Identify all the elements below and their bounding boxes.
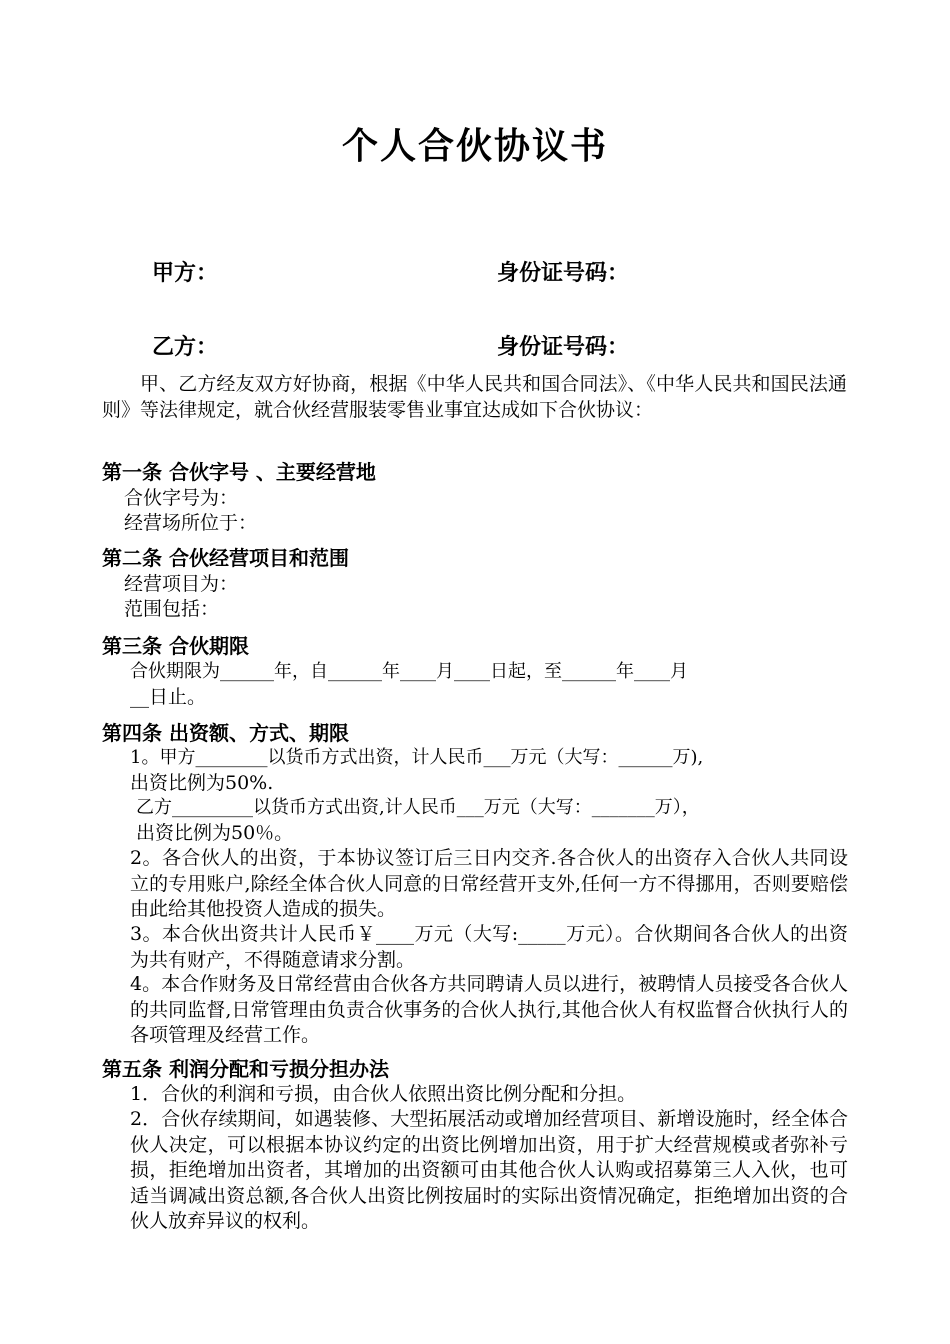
article-4-p2: 2。各合伙人的出资，于本协议签订后三日内交齐.各合伙人的出资存入合伙人共同设立的专用账户,除经全体合伙人同意的日常经营开支外,任何一方不得挪用，否则要赔偿由此给其他投资人造成的损失。 xyxy=(130,847,848,920)
article-3-heading: 第三条 合伙期限 xyxy=(102,634,249,658)
party-b-id-label: 身份证号码： xyxy=(497,335,630,360)
article-5-p2: 2．合伙存续期间，如遇装修、大型拓展活动或增加经营项目、新增设施时，经全体合伙人决定，可以根据本协议约定的出资比例增加出资，用于扩大经营规模或者弥补亏损，拒绝增加出资者，其增加的出资额可由其他合伙人认购或招募第三人入伙，也可适当调减出资总额,各合伙人出资比例按届时的实际出资情况确定，拒绝增加出资的合伙人放弃异议的权利。 xyxy=(130,1108,848,1232)
article-1-line-2: 经营场所位于： xyxy=(124,512,258,534)
article-4-p1-line-4: 出资比例为50％。 xyxy=(136,822,294,844)
article-4-heading: 第四条 出资额、方式、期限 xyxy=(102,721,349,745)
party-b-label: 乙方： xyxy=(152,335,219,360)
article-1-heading: 第一条 合伙字号 、主要经营地 xyxy=(102,460,376,484)
article-5-p1: 1．合伙的利润和亏损，由合伙人依照出资比例分配和分担。 xyxy=(130,1083,637,1105)
article-2-heading: 第二条 合伙经营项目和范围 xyxy=(102,546,349,570)
article-4-p1-line-2: 出资比例为50%. xyxy=(130,772,274,794)
article-4-p3: 3。本合伙出资共计人民币￥____万元（大写:_____万元）。合伙期间各合伙人的出资为共有财产，不得随意请求分割。 xyxy=(130,923,848,971)
article-4-p4: 4。本合作财务及日常经营由合伙各方共同聘请人员以进行，被聘情人员接受各合伙人的共同监督,日常管理由负责合伙事务的合伙人执行,其他合伙人有权监督合伙执行人的各项管理及经营工作。 xyxy=(130,973,848,1046)
party-a-id-label: 身份证号码： xyxy=(497,261,630,286)
article-2-line-1: 经营项目为： xyxy=(124,573,239,595)
article-4-p1-line-1: 1。甲方________以货币方式出资，计人民币___万元（大写：______万), xyxy=(130,747,704,768)
document-title: 个人合伙协议书 xyxy=(341,126,608,167)
article-3-line-1: 合伙期限为______年，自______年____月____日起，至______年____月 xyxy=(130,661,688,682)
article-3-line-2: __日止。 xyxy=(130,686,207,708)
article-1-line-1: 合伙字号为： xyxy=(124,487,239,509)
intro-paragraph: 甲、乙方经友双方好协商，根据《中华人民共和国合同法》、《中华人民共和国民法通则》等法律规定，就合伙经营服装零售业事宜达成如下合伙协议： xyxy=(102,373,847,421)
article-5-heading: 第五条 利润分配和亏损分担办法 xyxy=(102,1057,389,1081)
article-4-p1-line-3: 乙方_________以货币方式出资,计人民币___万元（大写：_______万）， xyxy=(136,797,700,818)
article-2-line-2: 范围包括： xyxy=(124,598,220,620)
party-a-label: 甲方： xyxy=(152,261,219,286)
